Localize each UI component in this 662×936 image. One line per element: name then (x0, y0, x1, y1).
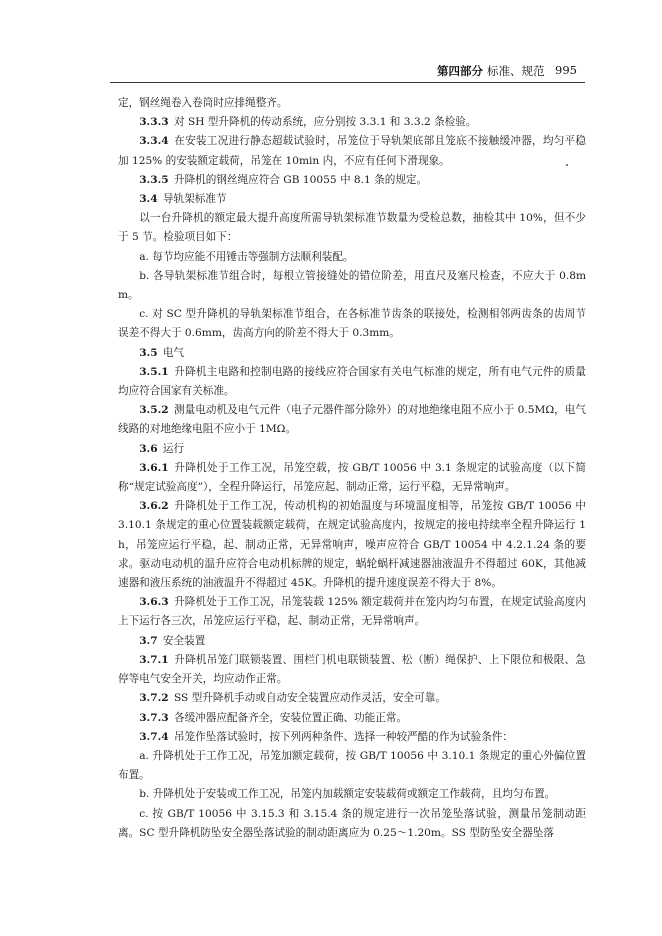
paragraph-text: 升降机吊笼门联锁装置、围栏门机电联锁装置、松（断）绳保护、上下限位和极限、急停等电气安全开关，均应动作正常。 (118, 653, 586, 686)
clause-number: 3.6 (139, 442, 158, 455)
paragraph (118, 805, 586, 843)
clause-number: 3.3.3 (139, 116, 169, 129)
paragraph-text: 以一台升降机的额定最大提升高度所需导轨架标准节数量为受检总数，抽检其中 10%，但不少于 5 节。检验项目如下： (118, 212, 586, 244)
paragraph (118, 747, 586, 785)
paragraph-text: a. 升降机处于工作工况，吊笼加额定载荷，按 GB/T 10056 中 3.10.1 条规定的重心外偏位置布置。 (118, 749, 586, 782)
paragraph (118, 401, 586, 439)
paragraph (118, 209, 586, 247)
clause-number: 3.7.4 (139, 730, 169, 743)
paragraph (118, 459, 586, 497)
paragraph (118, 171, 586, 190)
paragraph-text: c. 对 SC 型升降机的导轨架标准节组合，在各标准节齿条的联接处，检测相邻两齿条的齿周节误差不得大于 0.6mm，齿高方向的阶差不得大于 0.3mm。 (118, 308, 586, 340)
paragraph-text: SS 型升降机手动或自动安全装置应动作灵活，安全可靠。 (173, 692, 446, 705)
paragraph (118, 132, 586, 170)
paragraph (118, 651, 586, 689)
body-text (118, 94, 586, 843)
clause-number: 3.5.1 (139, 365, 169, 378)
paragraph (118, 709, 586, 728)
paragraph-text: 对 SH 型升降机的传动系统，应分别按 3.3.1 和 3.3.2 条检验。 (173, 116, 477, 129)
paragraph-text: 升降机处于工作工况，吊笼空载，按 GB/T 10056 中 3.1 条规定的试验高度（以下简称“规定试验高度”），全程升降运行，吊笼应起、制动正常，运行平稳，无异常响声。 (118, 461, 586, 494)
clause-number: 3.3.4 (139, 135, 169, 148)
clause-number: 3.7.1 (139, 653, 169, 666)
paragraph-text: 运行 (162, 442, 185, 455)
paragraph-text: 在安装工况进行静态超载试验时，吊笼位于导轨架底部且笼底不接触缓冲器，均匀平稳加 125% 的安装额定载荷，吊笼在 10min 内，不应有任何下滑现象。 (118, 135, 586, 167)
paragraph (118, 785, 586, 804)
paragraph (118, 267, 586, 305)
paragraph (118, 305, 586, 343)
paragraph-text: 安全装置 (162, 634, 206, 647)
paragraph-text: 导轨架标准节 (162, 193, 227, 206)
paragraph (118, 689, 586, 708)
paragraph (118, 190, 586, 209)
paragraph (118, 363, 586, 401)
header-rule (110, 82, 585, 83)
clause-number: 3.6.1 (139, 461, 169, 474)
clause-number: 3.7.2 (139, 692, 169, 705)
paragraph-text: 各缓冲器应配备齐全，安装位置正确、功能正常。 (173, 711, 408, 724)
paragraph-text: b. 升降机处于安装或工作工况，吊笼内加载额定安装载荷或额定工作载荷，且均匀布置。 (139, 788, 556, 801)
clause-number: 3.7 (139, 634, 158, 647)
header-section: 第四部分 (437, 64, 483, 78)
paragraph (118, 593, 586, 631)
paragraph-text: 定，钢丝绳卷入卷筒时应排绳整齐。 (118, 97, 288, 109)
paragraph-text: 升降机处于工作工况，吊笼装载 125% 额定载荷并在笼内均匀布置，在规定试验高度内上下运行各三次，吊笼应运行平稳，起、制动正常，无异常响声。 (118, 596, 586, 628)
header-title: 标准、规范 (487, 64, 545, 78)
paragraph-text: c. 按 GB/T 10056 中 3.15.3 和 3.15.4 条的规定进行一次吊笼坠落试验，测量吊笼制动距离。SC 型升降机防坠安全器坠落试验的制动距离应为 0.25～1.20m。SS 型防坠安全器坠落 (118, 807, 586, 839)
paragraph (118, 248, 586, 267)
paragraph (118, 728, 586, 747)
paragraph (118, 344, 586, 363)
paragraph-text: b. 各导轨架标准节组合时，每根立管接缝处的错位阶差，用直尺及塞尺检查，不应大于 0.8mm。 (118, 269, 586, 302)
paragraph (118, 497, 586, 593)
paragraph-text: 升降机的钢丝绳应符合 GB 10055 中 8.1 条的规定。 (173, 173, 428, 186)
paragraph-text: 吊笼作坠落试验时，按下列两种条件、选择一种较严酷的作为试验条件： (173, 730, 513, 743)
clause-number: 3.5.2 (139, 404, 169, 417)
page-number: 995 (555, 63, 577, 77)
clause-number: 3.6.2 (139, 500, 169, 513)
page-header (0, 63, 662, 83)
paragraph-text: 升降机主电路和控制电路的接线应符合国家有关电气标准的规定，所有电气元件的质量均应符合国家有关标准。 (118, 365, 586, 398)
clause-number: 3.5 (139, 346, 158, 359)
paragraph-text: 升降机处于工作工况，传动机构的初始温度与环境温度相等，吊笼按 GB/T 10056 中 3.10.1 条规定的重心位置装载额定载荷，在规定试验高度内，按规定的接电持续率全程升降运行 1h，吊笼应运行平稳，起、制动正常，无异常响声，噪声应符合 GB/T 10054 中 4.2.1.24 条的要求。驱动电动机的温升应符合电动机标牌的规定，蜗轮蜗杆减速器油液温升不得超过 60K，其他减速器和液压系统的油液温升不得超过 45K。升降机的提升速度误差不得大于 8%。 (118, 500, 586, 590)
paragraph (118, 113, 586, 132)
clause-number: 3.6.3 (139, 596, 169, 609)
paragraph-text: 测量电动机及电气元件（电子元器件部分除外）的对地绝缘电阻不应小于 0.5MΩ，电气线路的对地绝缘电阻不应小于 1MΩ。 (118, 404, 586, 436)
clause-number: 3.7.3 (139, 711, 169, 724)
clause-number: 3.4 (139, 193, 158, 206)
paragraph (118, 94, 586, 113)
paragraph-text: 电气 (162, 346, 185, 359)
paragraph (118, 440, 586, 459)
clause-number: 3.3.5 (139, 173, 169, 186)
paragraph (118, 632, 586, 651)
paragraph-text: a. 每节均应能不用锤击等强制方法顺利装配。 (139, 250, 354, 263)
